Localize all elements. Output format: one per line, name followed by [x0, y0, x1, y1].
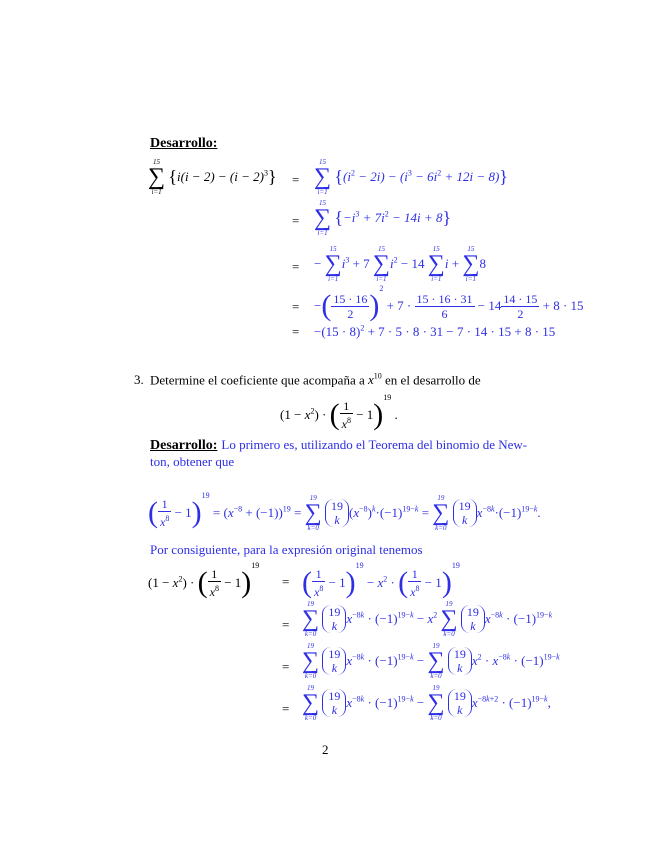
problem-statement: Determine el coeficiente que acompaña a $x^{10}$ en el desarrollo de	[150, 372, 481, 388]
final-line-1-rhs: ( $\frac{1}{x^8}$ − $1)^{19} - x^2$ · ( $\frac{1}{x^8}$ − 1)$^{19}$	[302, 561, 460, 600]
final-line-4-rhs: 19 ∑ k=0 19 k $x^{-8k} \cdot (-1)^{19-k}$ − 19 ∑ k=0 19 k $x^{-8k+2} \cdot (-1)^{19-k}$,	[302, 684, 551, 722]
equation-line-2-rhs: 15 ∑ i=1 $\{-i^3 + 7i^2 - 14i + 8\}$	[314, 199, 452, 237]
consequence-text: Por consiguiente, para la expresión original tenemos	[150, 542, 423, 557]
equals-3: =	[292, 259, 300, 274]
binomial-expansion: ( $\frac{1}{x^8}$ − $1)^{19} = (x^{-8} + (-1))^{19}$ = 19 ∑ k=0 19 k $(x^{-8})^k\cdot(-1)^{19-k}$ = 19 ∑ k=0 19 k $x^{-8k}\cdot(-1)^{19-k}$.	[148, 491, 541, 533]
intro-line-1: Lo primero es, utilizando el Teorema del binomio de New-	[221, 437, 528, 452]
equation-line-1-rhs: 15 ∑ i=1 $\{(i^2 - 2i) - (i^3 - 6i^2 + 12i - 8)\}$	[314, 158, 508, 196]
equals-1: =	[292, 172, 300, 187]
equals-5: =	[292, 324, 300, 339]
final-equals-3: =	[282, 659, 290, 674]
problem-number: 3.	[134, 372, 144, 387]
equation-line-5-rhs: $-(15 \cdot 8)^2 + 7 \cdot 5 \cdot 8 \cdot 31 - 7 \cdot 14 \cdot 15 + 8 \cdot 15$	[314, 324, 556, 340]
final-lhs: $(1 - x^2)$ · ( $\frac{1}{x^8}$ − 1)$^{19}$	[148, 561, 260, 600]
final-equals-4: =	[282, 701, 290, 716]
problem-expression: $(1 - x^2)$ · ( $\frac{1}{x^8}$ − 1)$^{19}$ .	[280, 393, 398, 432]
equation-line-4-rhs: −( $\frac{15 \cdot 16}{2}$ )$^2$ + 7 · $\frac{15 \cdot 16 \cdot 31}{6}$ − 14 $\frac{14 \cdot 15}{2}$ + 8 · 15	[314, 284, 584, 323]
intro-line-2: ton, obtener que	[150, 454, 235, 469]
page-number: 2	[322, 742, 329, 757]
final-line-3-rhs: 19 ∑ k=0 19 k $x^{-8k} \cdot (-1)^{19-k}$ − 19 ∑ k=0 19 k $x^2 \cdot x^{-8k} \cdot (-1)^{19-k}$	[302, 642, 560, 680]
equals-2: =	[292, 213, 300, 228]
equation-line-3-rhs: − 15 ∑ i=1 $i^3 + 7$ 15 ∑ i=1 $i^2 - 14$ 15 ∑ i=1 i + 15 ∑ i=1 8	[314, 245, 486, 283]
final-line-2-rhs: 19 ∑ k=0 19 k $x^{-8k} \cdot (-1)^{19-k} - x^2$ 19 ∑ k=0 19 k $x^{-8k} \cdot (-1)^{19-k}$	[302, 600, 553, 638]
equals-4: =	[292, 299, 300, 314]
section-heading-2: Desarrollo: Lo primero es, utilizando el Teorema del binomio de New-	[150, 437, 528, 453]
section-heading-1: Desarrollo:	[150, 136, 218, 151]
equation-line-1-lhs: 15 ∑ i=1 $\{i(i - 2) - (i - 2)^3\}$	[148, 158, 277, 196]
final-equals-2: =	[282, 617, 290, 632]
final-equals-1: =	[282, 574, 290, 589]
